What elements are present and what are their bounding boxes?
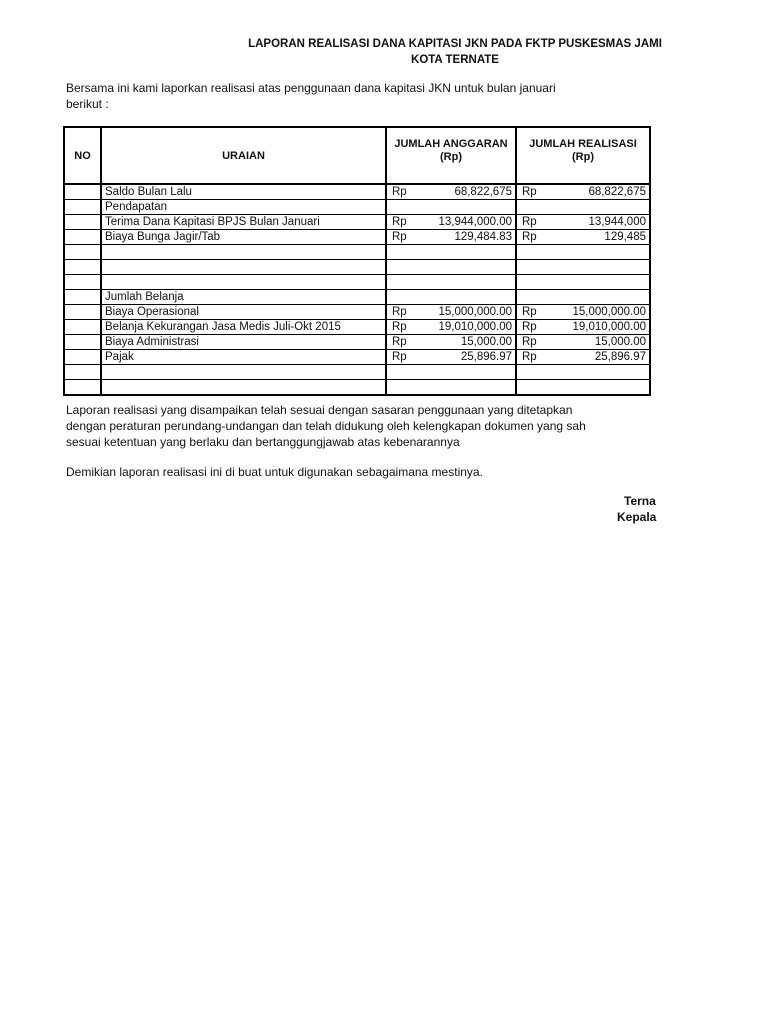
table-row	[64, 380, 650, 396]
cell-no	[64, 260, 101, 275]
cell-uraian	[101, 380, 386, 396]
cell-realisasi	[516, 275, 650, 290]
cell-anggaran	[386, 380, 516, 396]
cell-realisasi	[516, 305, 650, 320]
cell-uraian	[101, 275, 386, 290]
cell-uraian: Belanja Kekurangan Jasa Medis Juli-Okt 2015	[101, 320, 386, 335]
currency-label: Rp	[522, 216, 537, 228]
cell-no	[64, 335, 101, 350]
cell-no	[64, 365, 101, 380]
header-realisasi-line1: JUMLAH REALISASI	[529, 138, 637, 150]
cell-uraian: Pendapatan	[101, 200, 386, 215]
cell-anggaran	[386, 215, 516, 230]
cell-realisasi	[516, 320, 650, 335]
table-row	[64, 275, 650, 290]
closing-line: Laporan realisasi yang disampaikan telah sesuai dengan sasaran penggunaan yang ditetapkan	[66, 403, 573, 417]
cell-anggaran	[386, 260, 516, 275]
cell-no	[64, 380, 101, 396]
cell-realisasi	[516, 350, 650, 365]
cell-anggaran	[386, 230, 516, 245]
currency-label: Rp	[392, 306, 407, 318]
amount-value: 15,000,000.00	[572, 306, 646, 318]
table-row	[64, 365, 650, 380]
amount-value: 19,010,000.00	[572, 321, 646, 333]
header-anggaran-line2: (Rp)	[440, 151, 462, 163]
amount-value: 13,944,000.00	[438, 216, 512, 228]
cell-uraian: Biaya Bunga Jagir/Tab	[101, 230, 386, 245]
amount-value: 129,484.83	[454, 231, 512, 243]
currency-label: Rp	[392, 231, 407, 243]
cell-anggaran	[386, 290, 516, 305]
cell-no	[64, 320, 101, 335]
cell-uraian: Jumlah Belanja	[101, 290, 386, 305]
cell-anggaran	[386, 200, 516, 215]
table-row	[64, 320, 650, 335]
header-realisasi-line2: (Rp)	[572, 151, 594, 163]
closing-line: sesuai ketentuan yang berlaku dan bertanggungjawab atas kebenarannya	[66, 435, 460, 449]
cell-no	[64, 350, 101, 365]
closing-line: dengan peraturan perundang-undangan dan telah didukung oleh kelengkapan dokumen yang sah	[66, 419, 586, 433]
signature-place: Terna	[624, 494, 656, 508]
cell-realisasi	[516, 184, 650, 200]
cell-no	[64, 200, 101, 215]
table-row	[64, 305, 650, 320]
cell-no	[64, 230, 101, 245]
table-row	[64, 260, 650, 275]
header-anggaran-line1: JUMLAH ANGGARAN	[394, 138, 508, 150]
cell-realisasi	[516, 380, 650, 396]
header-realisasi	[516, 127, 650, 184]
amount-value: 68,822,675	[454, 186, 512, 198]
report-title-line1: LAPORAN REALISASI DANA KAPITASI JKN PADA FKTP PUSKESMAS JAMI	[248, 38, 662, 50]
header-uraian: URAIAN	[101, 127, 386, 184]
cell-anggaran	[386, 184, 516, 200]
amount-value: 15,000,000.00	[438, 306, 512, 318]
intro-paragraph	[66, 80, 626, 112]
cell-uraian	[101, 365, 386, 380]
table-row	[64, 335, 650, 350]
cell-uraian: Biaya Administrasi	[101, 335, 386, 350]
table-header-row	[64, 127, 650, 184]
cell-uraian: Biaya Operasional	[101, 305, 386, 320]
currency-label: Rp	[522, 186, 537, 198]
amount-value: 68,822,675	[588, 186, 646, 198]
currency-label: Rp	[392, 321, 407, 333]
report-title-line2: KOTA TERNATE	[411, 54, 499, 66]
cell-anggaran	[386, 320, 516, 335]
table-row	[64, 215, 650, 230]
amount-value: 13,944,000	[588, 216, 646, 228]
table-row	[64, 184, 650, 200]
cell-anggaran	[386, 275, 516, 290]
cell-no	[64, 245, 101, 260]
cell-realisasi	[516, 335, 650, 350]
cell-anggaran	[386, 350, 516, 365]
cell-realisasi	[516, 230, 650, 245]
table-row	[64, 245, 650, 260]
cell-realisasi	[516, 290, 650, 305]
currency-label: Rp	[392, 336, 407, 348]
cell-no	[64, 305, 101, 320]
cell-realisasi	[516, 260, 650, 275]
amount-value: 25,896.97	[594, 351, 646, 363]
header-no: NO	[64, 127, 101, 184]
cell-no	[64, 215, 101, 230]
currency-label: Rp	[522, 336, 537, 348]
currency-label: Rp	[522, 321, 537, 333]
amount-value: 129,485	[604, 231, 646, 243]
currency-label: Rp	[522, 351, 537, 363]
intro-line: Bersama ini kami laporkan realisasi atas penggunaan dana kapitasi JKN untuk bulan januari	[66, 81, 556, 95]
cell-realisasi	[516, 200, 650, 215]
cell-no	[64, 290, 101, 305]
cell-anggaran	[386, 245, 516, 260]
currency-label: Rp	[392, 216, 407, 228]
cell-no	[64, 275, 101, 290]
table-row	[64, 350, 650, 365]
currency-label: Rp	[522, 306, 537, 318]
cell-uraian	[101, 260, 386, 275]
cell-realisasi	[516, 245, 650, 260]
cell-uraian: Terima Dana Kapitasi BPJS Bulan Januari	[101, 215, 386, 230]
signature-title: Kepala	[617, 510, 657, 524]
table-row	[64, 200, 650, 215]
cell-uraian	[101, 245, 386, 260]
cell-no	[64, 184, 101, 200]
report-table	[63, 126, 651, 396]
table-row	[64, 290, 650, 305]
table-row	[64, 230, 650, 245]
closing-statement: Demikian laporan realisasi ini di buat untuk digunakan sebagaimana mestinya.	[66, 465, 483, 479]
currency-label: Rp	[392, 351, 407, 363]
amount-value: 25,896.97	[460, 351, 512, 363]
currency-label: Rp	[392, 186, 407, 198]
cell-realisasi	[516, 215, 650, 230]
cell-anggaran	[386, 365, 516, 380]
cell-anggaran	[386, 305, 516, 320]
cell-realisasi	[516, 365, 650, 380]
amount-value: 15,000.00	[460, 336, 512, 348]
cell-uraian: Pajak	[101, 350, 386, 365]
cell-anggaran	[386, 335, 516, 350]
amount-value: 19,010,000.00	[438, 321, 512, 333]
intro-line: berikut :	[66, 97, 109, 111]
amount-value: 15,000.00	[594, 336, 646, 348]
currency-label: Rp	[522, 231, 537, 243]
header-anggaran	[386, 127, 516, 184]
closing-paragraph	[66, 402, 626, 450]
cell-uraian: Saldo Bulan Lalu	[101, 184, 386, 200]
